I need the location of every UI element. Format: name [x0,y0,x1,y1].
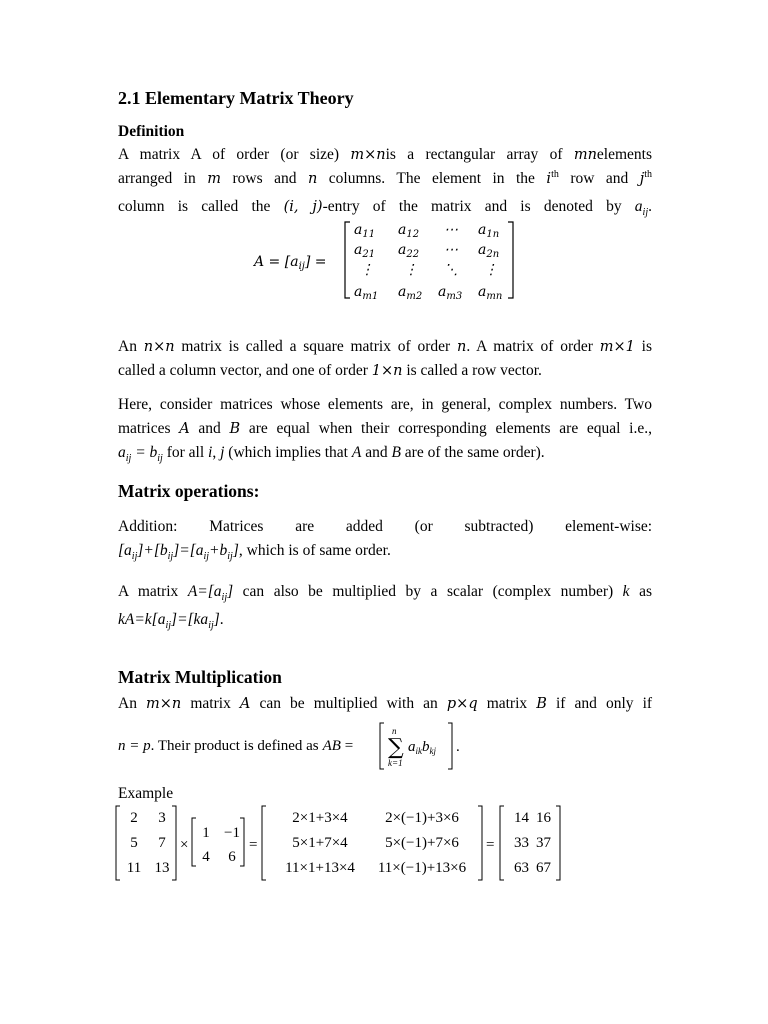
scalar-paragraph [118,580,652,632]
multiplication-line-1: An m×n matrix A can be multiplied with an p×q matrix B if and only if [118,695,653,712]
expanded-entry: 5×1+7×4 [292,835,348,851]
matrix-entry: $a_{m3}$ [438,284,463,302]
equality-paragraph [118,393,652,465]
expanded-matrix-right-bracket [478,806,482,880]
definition-line-2: arranged in m rows and n columns. The element in the $i^{th}$ row and $j^{th}$ [118,168,653,187]
result-matrix-right-bracket [556,806,560,880]
product-definition [116,720,476,772]
equality-line-1: Here, consider matrices whose elements are, in general, complex numbers. Two [118,396,652,413]
multiplication-paragraph [118,692,652,716]
sum-lower-limit: k=1 [388,758,403,768]
multiplication-heading: Matrix Multiplication [118,667,282,687]
definition-heading: Definition [118,123,185,140]
matrix-a-entry: 13 [154,860,170,876]
addition-paragraph [118,515,652,563]
addition-word: added [345,518,383,535]
matrix-entry: $a_{11}$ [354,222,376,240]
addition-word: subtracted) [464,518,534,535]
expanded-matrix-left-bracket [262,806,266,880]
result-entry: 67 [536,860,551,876]
result-matrix-left-bracket [500,806,504,880]
matrix-entry: $a_{22}$ [398,242,420,260]
addition-line-2: $[a_{ij}]+[b_{ij}]=[a_{ij}+b_{ij}]$, which is of same order. [118,542,391,563]
addition-word: are [295,518,315,535]
matrix-entry: ⋮ [360,262,374,278]
right-bracket [508,222,513,298]
result-entry: 16 [536,810,551,826]
matrix-entry: $a_{m1}$ [354,284,379,302]
matrix-a-right-bracket [172,806,176,880]
matrix-a-entry: 3 [158,810,166,826]
matrix-lhs: $A = [a_{ij}]$ = [254,254,327,272]
matrix-entry: ⋯ [444,222,458,238]
expanded-entry: 11×1+13×4 [285,860,355,876]
matrix-b-left-bracket [192,818,196,866]
times-sign: × [180,837,189,853]
matrix-b-entry: −1 [224,825,240,841]
addition-word: element-wise: [565,518,653,535]
svg-text:n = p. Their product is define: n = p. Their product is defined as AB = [118,738,354,754]
matrix-b-entry: 1 [202,825,210,841]
sum-term: $a_{ik}b_{kj}$ [408,739,436,756]
matrix-b-entry: 6 [228,849,236,865]
addition-line-1 [118,515,652,539]
expanded-entry: 2×1+3×4 [292,810,348,826]
matrix-entries [354,222,502,302]
matrix-entry: $a_{m2}$ [398,284,423,302]
square-matrix-paragraph [118,335,652,383]
section-title: 2.1 Elementary Matrix Theory [118,88,354,108]
general-matrix [250,218,530,302]
expanded-entry: 2×(−1)+3×6 [385,810,459,826]
matrix-entry: ⋮ [404,262,418,278]
operations-heading: Matrix operations: [118,481,260,501]
definition-line-3: column is called the (i, j)-entry of the matrix and is denoted by $a_{ij}$. [118,198,652,219]
equality-line-2: matrices A and B are equal when their corresponding elements are equal i.e., [118,420,652,437]
addition-word: Matrices [209,518,264,535]
expanded-entry: 11×(−1)+13×6 [377,860,467,876]
equals-sign: = [486,837,495,853]
matrix-entry: $a_{21}$ [354,242,376,260]
sigma-icon: ∑ [388,735,404,760]
scalar-line-2: $kA=k[a_{ij}]=[ka_{ij}]$. [118,611,224,632]
worked-example [112,804,572,884]
matrix-entry: ⋱ [444,262,458,278]
matrix-entry: $a_{mn}$ [478,284,503,302]
matrix-a-entry: 7 [158,835,166,851]
equals-sign: = [249,837,258,853]
result-entry: 37 [536,835,551,851]
square-line-1: An n×n matrix is called a square matrix of order n. A matrix of order m×1 is [118,338,652,355]
matrix-entry: $a_{1n}$ [478,222,500,240]
matrix-b-right-bracket [240,818,244,866]
matrix-entry: ⋯ [444,242,458,258]
addition-word: Addition: [118,518,178,535]
example-label: Example [118,785,174,802]
matrix-a-entry: 5 [130,835,138,851]
result-entry: 33 [514,835,529,851]
matrix-entry: $a_{12}$ [398,222,420,240]
svg-text:.: . [456,739,460,755]
matrix-a-entry: 11 [126,860,142,876]
definition-paragraph [118,143,652,219]
matrix-a-left-bracket [116,806,120,880]
scalar-line-1: A matrix $A=[a_{ij}]$ can also be multiplied by a scalar (complex number) k as [118,583,652,604]
result-entry: 14 [514,810,529,826]
sum-left-bracket [380,723,384,769]
matrix-b-entry: 4 [202,849,210,865]
sum-right-bracket [448,723,452,769]
matrix-entry: ⋮ [484,262,498,278]
definition-line-1: A matrix A of order (or size) m×nis a rectangular array of mnelements [118,146,653,163]
equality-line-3: $a_{ij} = b_{ij}$ for all i, j (which implies that A and B are of the same order). [118,444,545,465]
expanded-entry: 5×(−1)+7×6 [385,835,459,851]
square-line-2: called a column vector, and one of order 1×n is called a row vector. [118,362,542,379]
addition-word: (or [414,518,433,535]
matrix-entry: $a_{2n}$ [478,242,500,260]
result-entry: 63 [514,860,529,876]
matrix-a-entry: 2 [130,810,138,826]
left-bracket [345,222,350,298]
sum-upper-limit: n [392,726,397,736]
